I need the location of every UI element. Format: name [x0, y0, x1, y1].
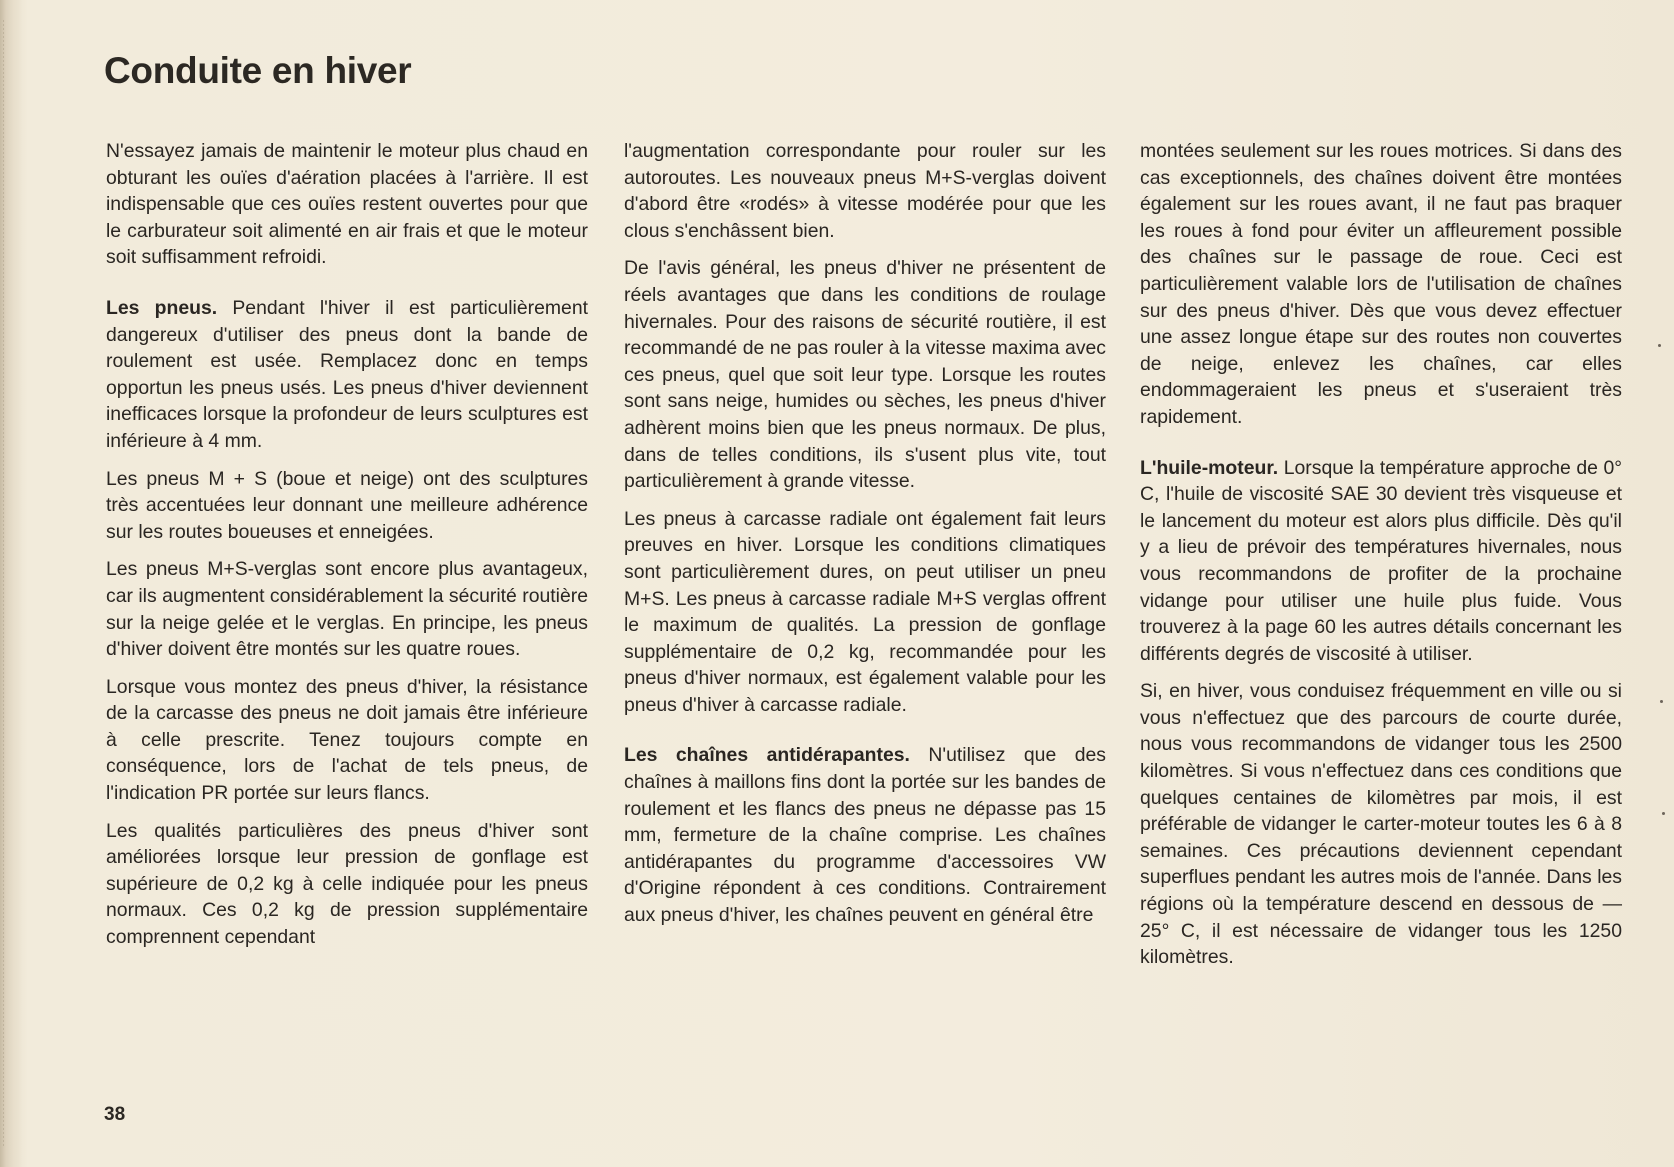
paragraph: Les qualités particulières des pneus d'hiver sont améliorées lorsque leur pression de gonflage est supérieure de 0,2 kg à celle indiquée pour les pneus normaux. Ces 0,2 kg de pression supplémentaire comprennent cependant — [106, 819, 588, 949]
print-speck — [1660, 700, 1663, 703]
paragraph: Les pneus M + S (boue et neige) ont des sculptures très accentuées leur donnant une meilleure adhérence sur les routes boueuses et enneigées. — [106, 467, 588, 543]
paragraph: montées seulement sur les roues motrices. Si dans des cas exceptionnels, des chaînes doivent être montées également sur les roues avant, il ne faut pas braquer les roues à fond pour éviter un affleurement possible des chaînes sur le passage de roue. Ceci est particulièrement valable lors de l'utilisation de chaînes sur des pneus d'hiver. Dès que vous devez effectuer une assez longue étape sur des routes non couvertes de neige, enlevez les chaînes, car elles endommageraient les pneus et s'useraient très rapidement. — [1140, 140, 1622, 428]
paragraph: Si, en hiver, vous conduisez fréquemment en ville ou si vous n'effectuez que des parcours de courte durée, nous vous recommandons de vidanger tous les 2500 kilomètres. Si vous n'effectuez dans ces conditions que quelques centaines de kilomètres par mois, il est préférable de vidanger le carter-moteur toutes les 6 à 8 semaines. Ces précautions deviennent cependant superflues pendant les autres mois de l'année. Dans les régions où la température descend en dessous de —25° C, il est nécessaire de vidanger tous les 1250 kilomètres. — [1140, 680, 1622, 969]
paragraph: N'essayez jamais de maintenir le moteur plus chaud en obturant les ouïes d'aération placées à l'arrière. Il est indispensable que ces ouïes restent ouvertes pour que le carburateur soit alimenté en air frais et que le moteur soit suffisamment refroidi. — [106, 140, 588, 269]
paragraph-tires: Les pneus. Pendant l'hiver il est particulièrement dangereux d'utiliser des pneus dont la bande de roulement est usée. Remplacez donc en temps opportun les pneus usés. Les pneus d'hiver deviennent inefficaces lorsque la profondeur de leurs sculptures est inférieure à 4 mm. — [106, 296, 588, 452]
text-column-2 — [624, 138, 1106, 940]
paragraph-snow-chains: Les chaînes antidérapantes. N'utilisez que des chaînes à maillons fins dont la portée sur les bandes de roulement et les flancs des pneus ne dépasse pas 15 mm, fermeture de la chaîne comprise. Les chaînes antidérapantes du programme d'accessoires VW d'Origine répondent à ces conditions. Contrairement aux pneus d'hiver, les chaînes peuvent en général être — [624, 744, 1106, 927]
page-number: 38 — [104, 1104, 126, 1125]
paragraph: De l'avis général, les pneus d'hiver ne présentent de réels avantages que dans les conditions de roulage hivernales. Pour des raisons de sécurité routière, il est recommandé de ne pas rouler à la vitesse maxima avec ces pneus, quel que soit leur type. Lorsque les routes sont sans neige, humides ou sèches, les pneus d'hiver adhèrent moins bien que les pneus normaux. De plus, dans de telles conditions, ils s'usent plus vite, tout particulièrement à grande vitesse. — [624, 257, 1106, 493]
paragraph: Les pneus M+S-verglas sont encore plus avantageux, car ils augmentent considérablement la sécurité routière sur la neige gelée et le verglas. En principe, les pneus d'hiver doivent être montés sur les quatre roues. — [106, 558, 588, 661]
print-speck — [1658, 344, 1661, 347]
print-speck — [1662, 812, 1665, 815]
paragraph-lead: Les chaînes antidérapantes. — [624, 744, 910, 767]
paragraph: l'augmentation correspondante pour rouler sur les autoroutes. Les nouveaux pneus M+S-verglas doivent d'abord être «rodés» à vitesse modérée pour que les clous s'enchâssent bien. — [624, 140, 1106, 242]
page-binding-edge — [0, 0, 22, 1167]
page-title: Conduite en hiver — [104, 50, 412, 91]
paragraph: Les pneus à carcasse radiale ont également fait leurs preuves en hiver. Lorsque les conditions climatiques sont particulièrement dures, on peut utiliser un pneu M+S. Les pneus à carcasse radiale M+S verglas offrent le maximum de qualités. La pression de gonflage supplémentaire de 0,2 kg, recommandée pour les pneus d'hiver normaux, est également valable pour les pneus d'hiver à carcasse radiale. — [624, 507, 1106, 716]
text-column-3 — [1140, 138, 1622, 982]
paragraph-engine-oil: L'huile-moteur. Lorsque la température approche de 0° C, l'huile de viscosité SAE 30 devient très visqueuse et le lancement du moteur est alors plus difficile. Dès qu'il y a lieu de prévoir des températures hivernales, nous vous recommandons de profiter de la prochaine vidange pour utiliser une huile plus fuide. Vous trouverez à la page 60 les autres détails concernant les différents degrés de viscosité à utiliser. — [1140, 456, 1622, 665]
paragraph-lead: L'huile-moteur. — [1140, 456, 1279, 479]
paragraph: Lorsque vous montez des pneus d'hiver, la résistance de la carcasse des pneus ne doit jamais être inférieure à celle prescrite. Tenez toujours compte en conséquence, lors de l'achat de tels pneus, de l'indication PR portée sur leurs flancs. — [106, 675, 588, 805]
paragraph-lead: Les pneus. — [106, 296, 218, 319]
text-column-1 — [106, 138, 588, 962]
